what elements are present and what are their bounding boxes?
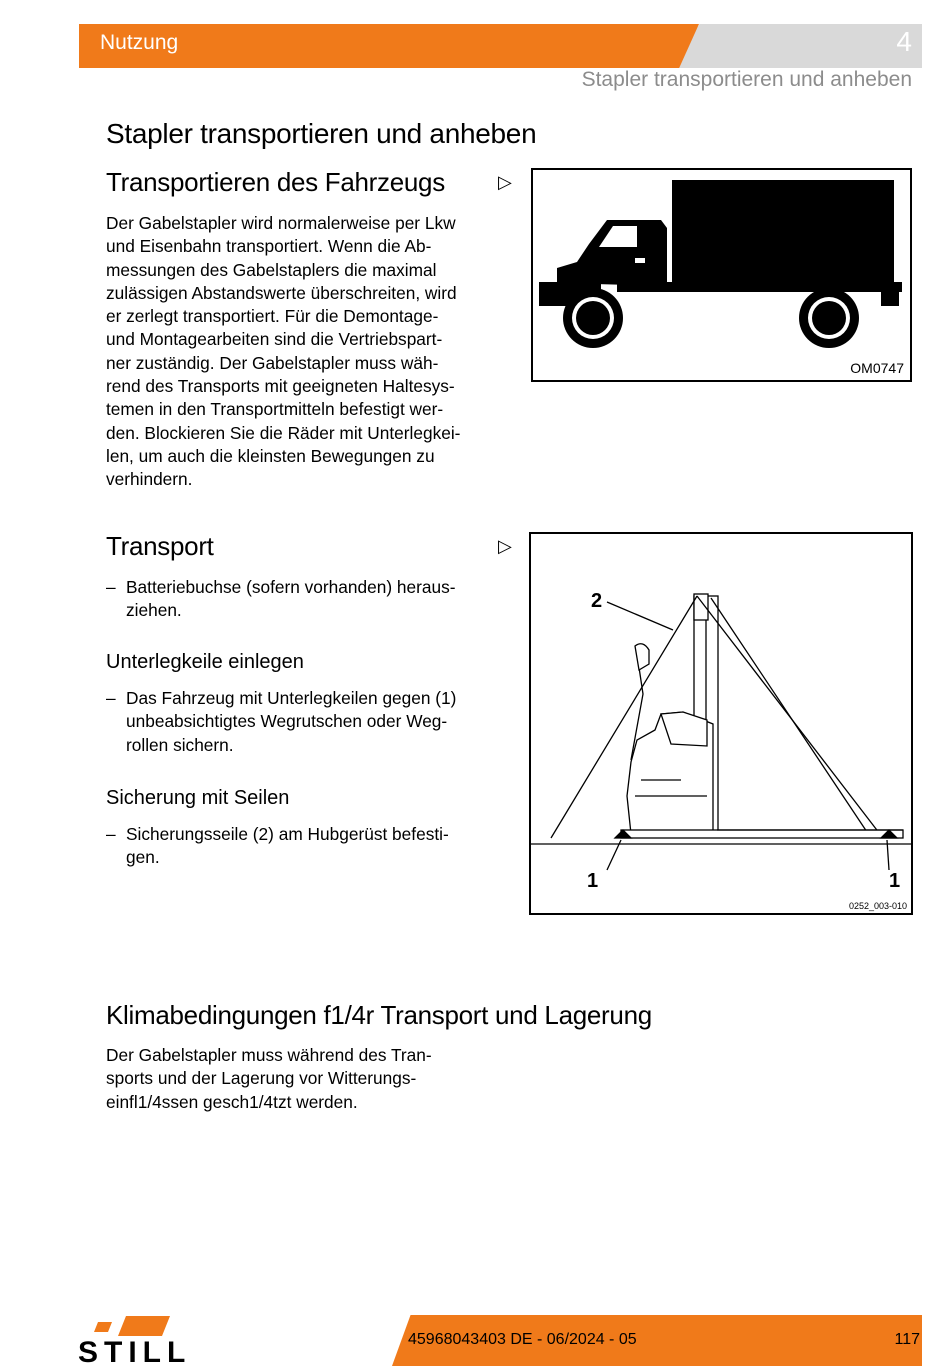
text-line: len, um auch die kleinsten Bewegungen zu [106,445,435,466]
section-heading-transport: Transport [106,531,214,561]
section-text-transport-vehicle [106,212,506,492]
text-line: er zerlegt transportiert. Für die Demontage- [106,306,439,327]
text-line: Batteriebuchse (sofern vorhanden) heraus- [126,577,456,597]
figure-id: OM0747 [850,360,904,376]
page-title: Stapler transportieren und anheben [106,118,537,149]
text-line: temen in den Transportmitteln befestigt wer- [106,399,444,420]
text-line: und Montagearbeiten sind die Vertriebspart- [106,329,443,350]
section-heading-transport-vehicle: Transportieren des Fahrzeugs [106,167,445,197]
text-line: rollen sichern. [126,734,234,755]
text-line: sports und der Lagerung vor Witterungs- [106,1068,417,1089]
text-line: Sicherungsseile (2) am Hubgerüst befesti- [126,824,449,844]
text-line: unbeabsichtigtes Wegrutschen oder Weg- [126,711,448,732]
callout-wedge-left: 1 [587,870,599,892]
section-heading-climate: Klimabedingungen f1/4r Transport und Lagerung [106,1000,652,1030]
figure-id: 0252_003-010 [848,901,907,911]
bullet-wedges [106,687,506,757]
callout-rope: 2 [591,590,603,612]
text-line: gen. [126,847,160,868]
text-line: Der Gabelstapler wird normalerweise per Lkw [106,213,456,233]
text-line: ner zuständig. Der Gabelstapler muss wäh- [106,352,439,373]
figure-truck [531,168,912,382]
bullet-dash: – [106,688,116,708]
text-line: den. Blockieren Sie die Räder mit Unterlegkei- [106,422,461,443]
text-line: rend des Transports mit geeigneten Haltesys- [106,376,455,397]
text-line: Das Fahrzeug mit Unterlegkeilen gegen (1) [126,688,457,708]
figure-reference-arrow: ▷ [498,536,512,556]
bullet-dash: – [106,577,116,597]
callout-wedge-right: 1 [889,870,901,892]
text-line: und Eisenbahn transportiert. Wenn die Ab- [106,236,432,257]
text-line: verhindern. [106,469,193,490]
text-line: einfl1/4ssen gesch1/4tzt werden. [106,1091,358,1112]
figure-reference-arrow: ▷ [498,172,512,192]
footer-page-number: 117 [894,1331,920,1348]
text-line: ziehen. [126,600,182,621]
header-band-gray [672,24,922,68]
footer-doc-number: 45968043403 DE - 06/2024 - 05 [408,1331,637,1348]
subheading-wedges: Unterlegkeile einlegen [106,651,304,673]
bullet-dash: – [106,824,116,844]
text-line: Der Gabelstapler muss während des Tran- [106,1045,432,1065]
text-line: zulässigen Abstandswerte überschreiten, wird [106,282,457,303]
logo-text: STILL [78,1336,192,1364]
truck-icon [533,170,910,380]
forklift-icon [531,534,911,913]
text-line: messungen des Gabelstaplers die maximal [106,259,437,280]
still-logo [78,1316,238,1369]
header-subtitle: Stapler transportieren und anheben [581,68,912,91]
section-text-climate [106,1044,526,1114]
header-section-title: Nutzung [100,31,179,54]
subheading-ropes: Sicherung mit Seilen [106,787,290,809]
bullet-ropes [106,823,506,870]
header-chapter-number: 4 [896,26,912,57]
bullet-battery [106,576,506,623]
figure-forklift-secured [529,532,913,915]
still-logo-icon [78,1316,238,1364]
